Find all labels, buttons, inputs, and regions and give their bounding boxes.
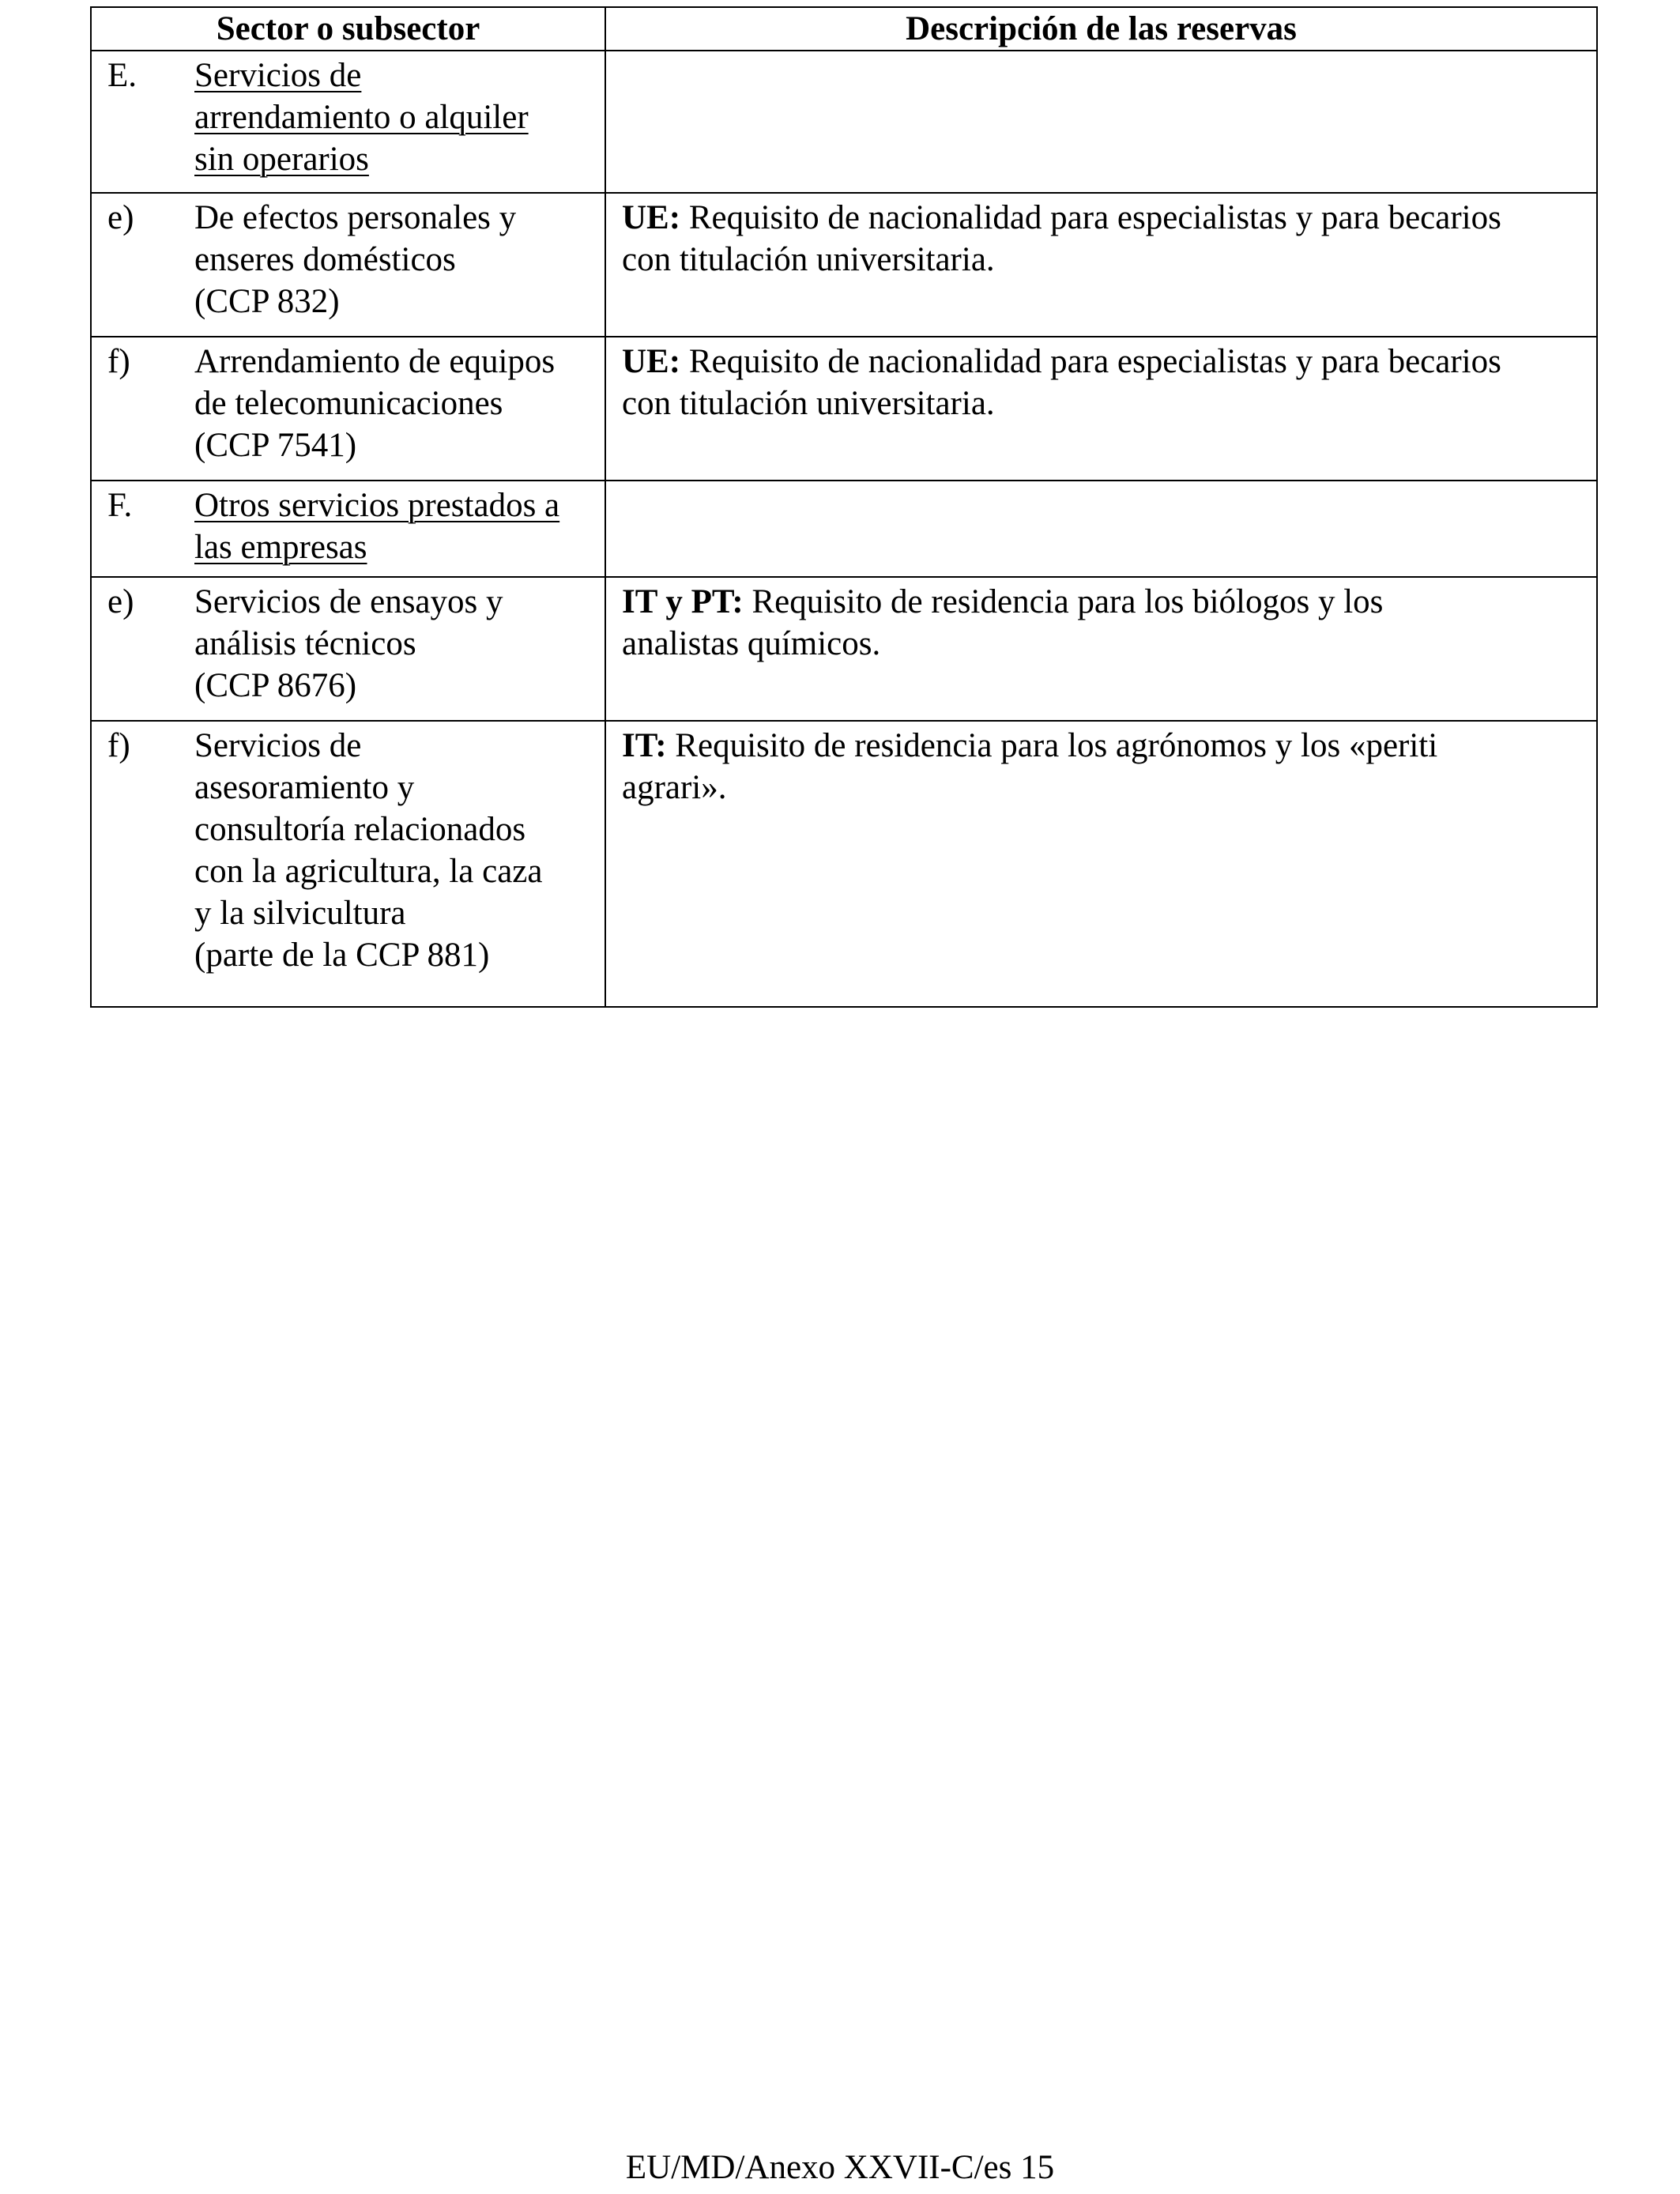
sector-text bbox=[194, 581, 590, 707]
country-prefix: IT y PT: bbox=[622, 583, 744, 620]
table-row bbox=[91, 481, 1597, 577]
sector-line: consultoría relacionados bbox=[194, 811, 526, 848]
header-description: Descripción de las reservas bbox=[605, 7, 1597, 51]
sector-cell bbox=[91, 721, 605, 1007]
sector-text bbox=[194, 725, 590, 976]
sector-line: (CCP 8676) bbox=[194, 667, 357, 704]
sector-line: y la silvicultura bbox=[194, 895, 406, 932]
sector-cell bbox=[91, 481, 605, 577]
sector-line bbox=[194, 96, 590, 138]
sector-heading-text: Otros servicios prestados a bbox=[194, 487, 560, 524]
sector-heading-text: Servicios de bbox=[194, 57, 362, 94]
description-line bbox=[622, 341, 1585, 383]
sector-line: con la agricultura, la caza bbox=[194, 853, 543, 890]
sector-line bbox=[194, 138, 590, 180]
table-row bbox=[91, 577, 1597, 721]
description-line bbox=[622, 383, 1585, 424]
sector-text bbox=[194, 341, 590, 466]
description-text: analistas químicos. bbox=[622, 625, 881, 662]
description-text: con titulación universitaria. bbox=[622, 385, 995, 422]
header-sector: Sector o subsector bbox=[91, 7, 605, 51]
sector-line bbox=[194, 526, 590, 568]
sector-cell bbox=[91, 193, 605, 337]
description-line bbox=[622, 767, 1585, 809]
description-cell bbox=[605, 577, 1597, 721]
description-line bbox=[622, 197, 1585, 239]
description-line bbox=[622, 239, 1585, 281]
description-text: Requisito de residencia para los biólogos y los bbox=[743, 583, 1384, 620]
sector-line: de telecomunicaciones bbox=[194, 385, 503, 422]
sector-line: asesoramiento y bbox=[194, 769, 415, 806]
row-marker: e) bbox=[107, 583, 134, 620]
table-row bbox=[91, 721, 1597, 1007]
description-cell bbox=[605, 721, 1597, 1007]
description-cell bbox=[605, 481, 1597, 577]
country-prefix: UE: bbox=[622, 343, 681, 380]
description-line bbox=[622, 581, 1585, 623]
sector-line: (CCP 7541) bbox=[194, 427, 357, 464]
sector-line: (parte de la CCP 881) bbox=[194, 937, 490, 974]
sector-heading-text: arrendamiento o alquiler bbox=[194, 99, 529, 136]
sector-line: Arrendamiento de equipos bbox=[194, 343, 556, 380]
sector-line: De efectos personales y bbox=[194, 199, 517, 236]
sector-line: enseres domésticos bbox=[194, 241, 456, 278]
table-header-row bbox=[91, 7, 1597, 51]
row-marker: E. bbox=[107, 57, 137, 94]
table-body bbox=[91, 51, 1597, 1007]
sector-cell bbox=[91, 51, 605, 193]
description-cell bbox=[605, 51, 1597, 193]
sector-text bbox=[194, 197, 590, 322]
row-marker: f) bbox=[107, 343, 130, 380]
table-row bbox=[91, 193, 1597, 337]
country-prefix: IT: bbox=[622, 727, 667, 764]
sector-cell bbox=[91, 577, 605, 721]
description-cell bbox=[605, 337, 1597, 481]
description-text: con titulación universitaria. bbox=[622, 241, 995, 278]
description-line bbox=[622, 623, 1585, 665]
country-prefix: UE: bbox=[622, 199, 681, 236]
table-row bbox=[91, 51, 1597, 193]
sector-line: análisis técnicos bbox=[194, 625, 416, 662]
row-marker: f) bbox=[107, 727, 130, 764]
description-text: Requisito de residencia para los agrónomos y los «periti bbox=[666, 727, 1438, 764]
sector-cell bbox=[91, 337, 605, 481]
sector-heading-text: sin operarios bbox=[194, 141, 369, 178]
sector-heading-text: las empresas bbox=[194, 529, 367, 566]
description-text: agrari». bbox=[622, 769, 727, 806]
sector-line: (CCP 832) bbox=[194, 283, 340, 320]
sector-line: Servicios de bbox=[194, 727, 362, 764]
description-cell bbox=[605, 193, 1597, 337]
sector-line bbox=[194, 55, 590, 96]
row-marker: e) bbox=[107, 199, 134, 236]
table-row bbox=[91, 337, 1597, 481]
sector-text bbox=[194, 484, 590, 568]
description-line bbox=[622, 725, 1585, 767]
description-text: Requisito de nacionalidad para especialistas y para becarios bbox=[680, 343, 1501, 380]
sector-line bbox=[194, 484, 590, 526]
sector-text bbox=[194, 55, 590, 180]
description-text: Requisito de nacionalidad para especialistas y para becarios bbox=[680, 199, 1501, 236]
sector-line: Servicios de ensayos y bbox=[194, 583, 503, 620]
page-footer: EU/MD/Anexo XXVII-C/es 15 bbox=[625, 2149, 1055, 2186]
reservations-table bbox=[90, 6, 1598, 1008]
row-marker: F. bbox=[107, 487, 133, 524]
